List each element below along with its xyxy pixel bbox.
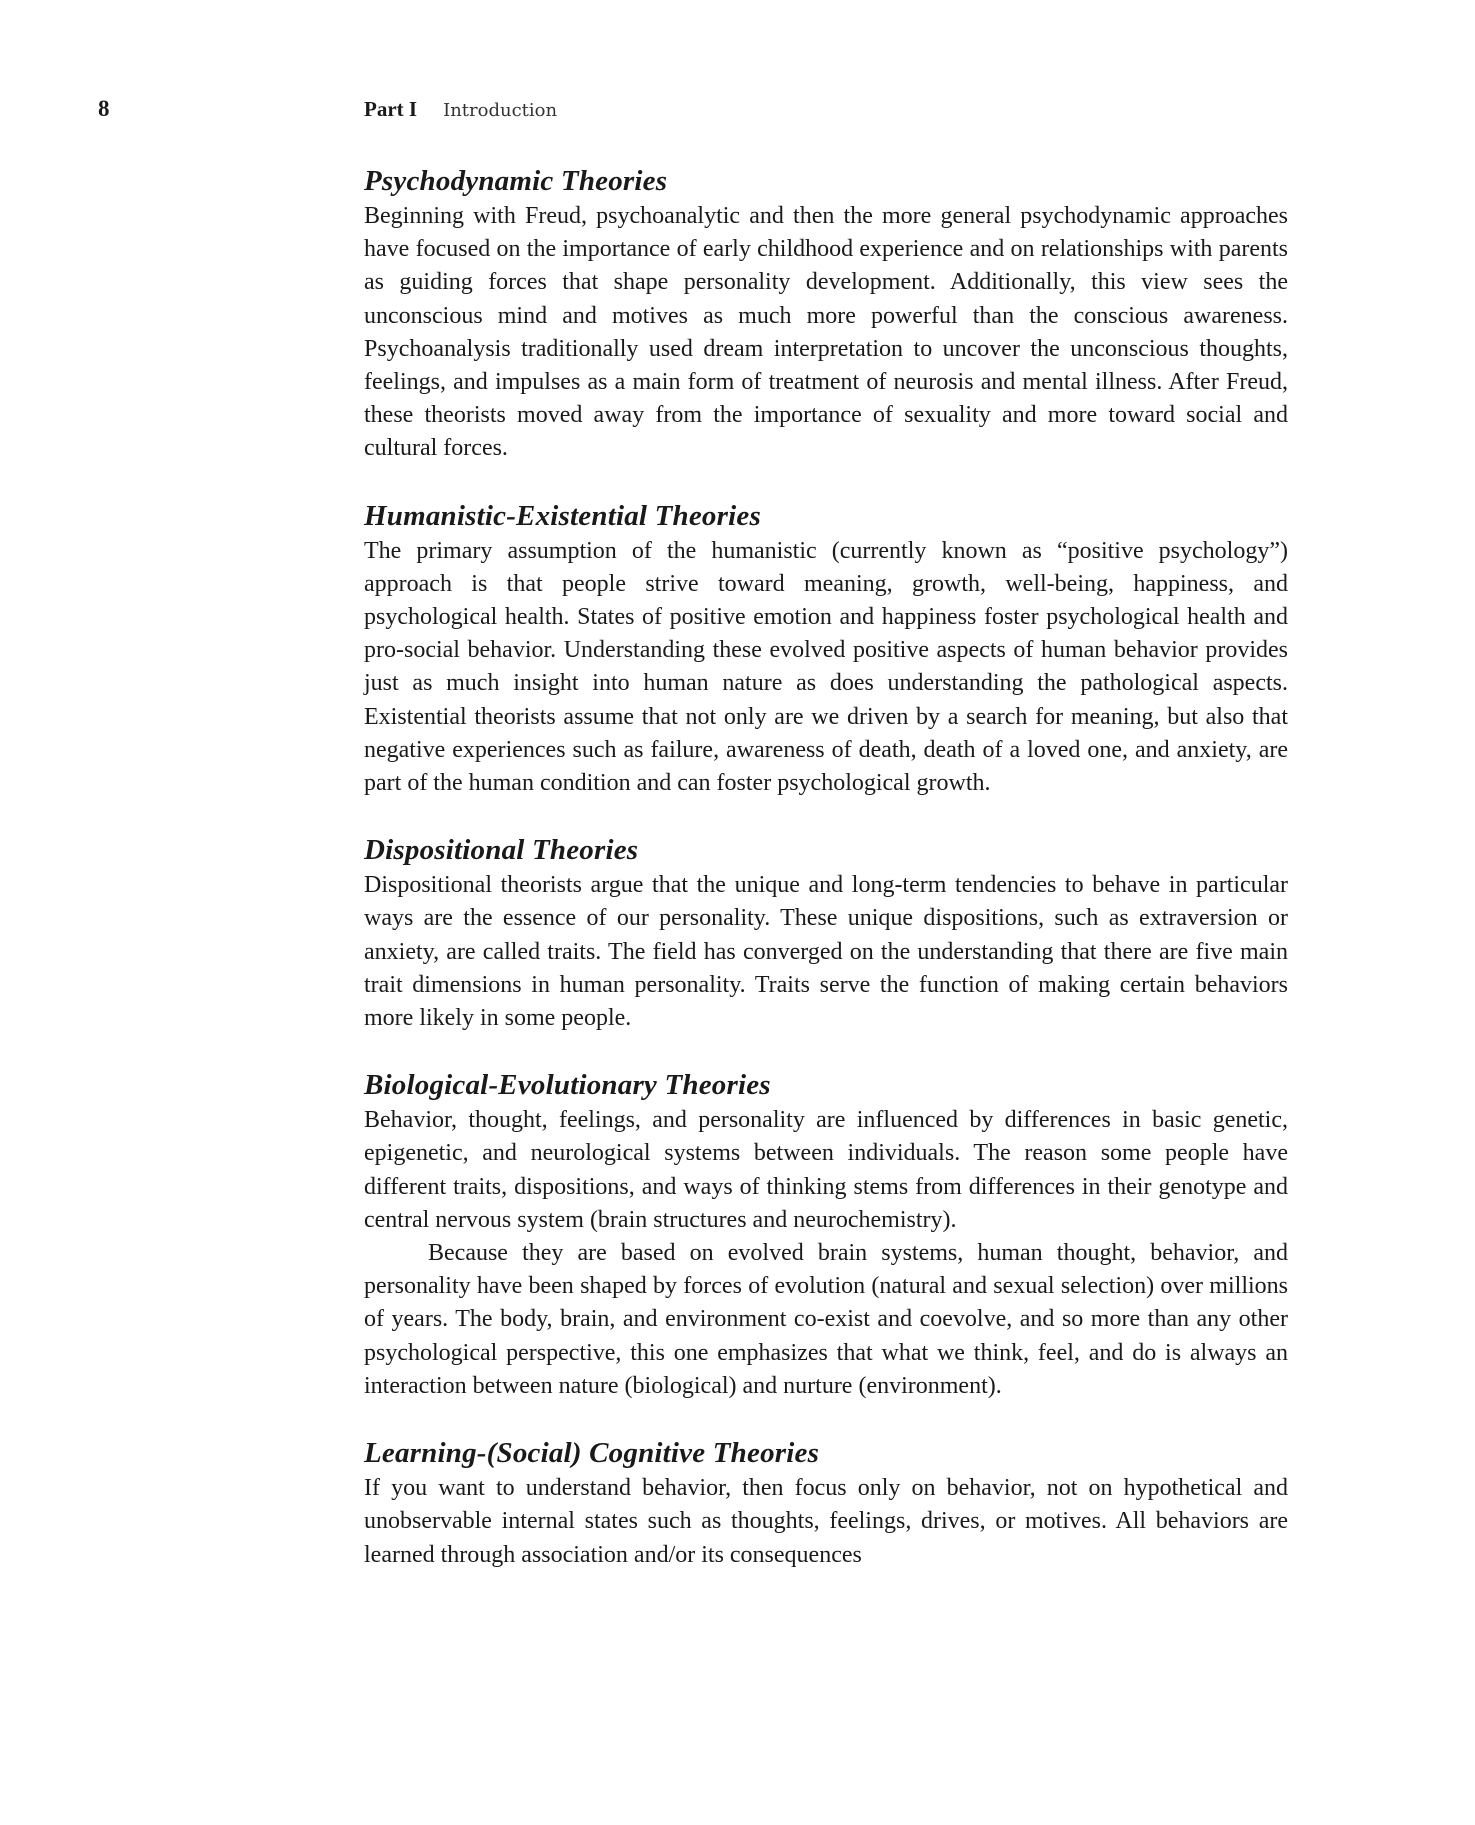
section-paragraph: If you want to understand behavior, then focus only on behavior, not on hypothetical and unobservable internal states such as thoughts, feelings, drives, or motives. All behaviors are learned through association and/or its consequences bbox=[364, 1475, 1288, 1568]
section-biological-evolutionary bbox=[364, 1066, 1288, 1403]
page-content bbox=[364, 162, 1288, 1603]
section-heading: Humanistic-Existential Theories bbox=[364, 499, 761, 532]
section-heading: Biological-Evolutionary Theories bbox=[364, 1069, 771, 1102]
section-paragraph: The primary assumption of the humanistic (currently known as “positive psychology”) approach is that people strive toward meaning, growth, well-being, happiness, and psychological health. States of positive emotion and happiness foster psychological health and pro-social behavior. Understanding these evolved positive aspects of human behavior provides just as much insight into human nature as does understanding the pathological aspects. Existential theorists assume that not only are we driven by a search for meaning, but also that negative experiences such as failure, awareness of death, death of a loved one, and anxiety, are part of the human condition and can foster psychological growth. bbox=[364, 537, 1288, 797]
section-psychodynamic bbox=[364, 162, 1288, 466]
section-heading: Learning-(Social) Cognitive Theories bbox=[364, 1437, 820, 1470]
section-dispositional bbox=[364, 831, 1288, 1035]
running-head bbox=[364, 94, 557, 126]
page-number: 8 bbox=[98, 96, 110, 121]
chapter-label: Introduction bbox=[443, 100, 558, 121]
section-heading: Dispositional Theories bbox=[364, 834, 639, 867]
section-paragraph: Behavior, thought, feelings, and personality are influenced by differences in basic genetic, epigenetic, and neurological systems between individuals. The reason some people have different traits, dispositions, and ways of thinking stems from differences in their genotype and central nervous system (brain structures and neurochemistry). bbox=[364, 1107, 1288, 1233]
section-paragraph: Because they are based on evolved brain systems, human thought, behavior, and personality have been shaped by forces of evolution (natural and sexual selection) over millions of years. The body, brain, and environment co-exist and coevolve, and so more than any other psychological perspective, this one emphasizes that what we think, feel, and do is always an interaction between nature (biological) and nurture (environment). bbox=[364, 1240, 1288, 1399]
part-label: Part I bbox=[364, 97, 418, 121]
section-humanistic-existential bbox=[364, 497, 1288, 801]
section-heading: Psychodynamic Theories bbox=[364, 165, 668, 197]
section-paragraph: Beginning with Freud, psychoanalytic and then the more general psychodynamic approaches have focused on the importance of early childhood experience and on relationships with parents as guiding forces that shape personality development. Additionally, this view sees the unconscious mind and motives as much more powerful than the conscious awareness. Psychoanalysis traditionally used dream interpretation to uncover the unconscious thoughts, feelings, and impulses as a main form of treatment of neurosis and mental illness. After Freud, these theorists moved away from the importance of sexuality and more toward social and cultural forces. bbox=[364, 203, 1288, 462]
section-learning-social-cognitive bbox=[364, 1434, 1288, 1572]
section-paragraph: Dispositional theorists argue that the unique and long-term tendencies to behave in particular ways are the essence of our personality. These unique dispositions, such as extraversion or anxiety, are called traits. The field has converged on the understanding that there are five main trait dimensions in human personality. Traits serve the function of making certain behaviors more likely in some people. bbox=[364, 872, 1288, 1032]
